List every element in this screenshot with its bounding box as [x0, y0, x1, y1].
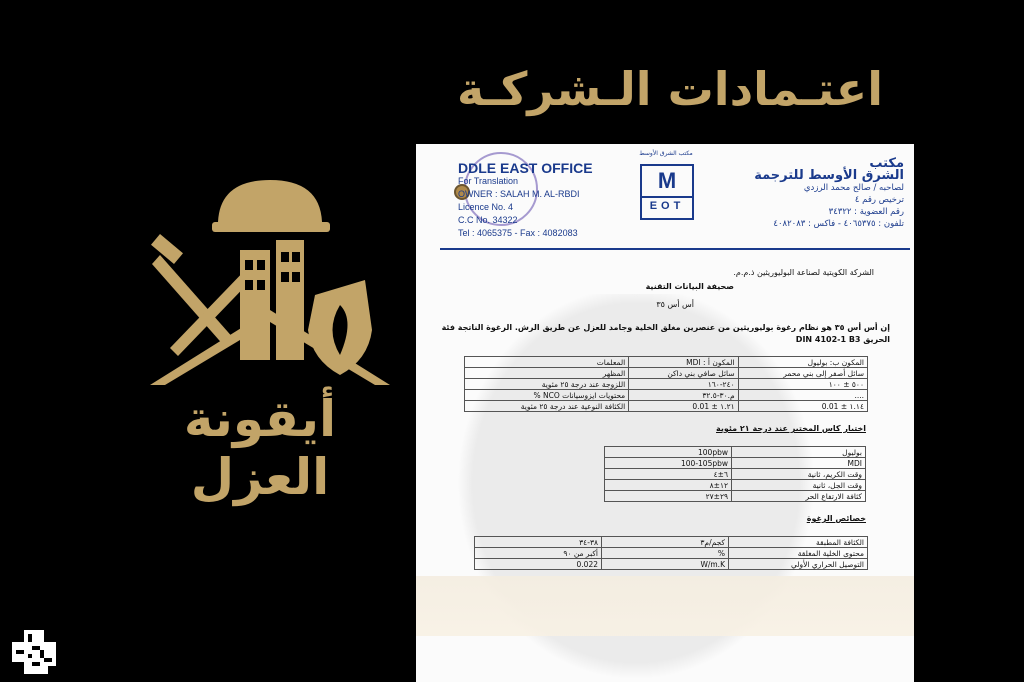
- table-header-cell: المعلمات: [465, 357, 629, 368]
- table-header-cell: المكون ب: بوليول: [738, 357, 867, 368]
- product-name: أس أس ٣٥: [656, 300, 694, 309]
- table-cell: MDI: [732, 458, 866, 469]
- table-header-cell: المكون أ : MDI: [629, 357, 738, 368]
- table-cell: ٢٩±٢٧: [605, 491, 732, 502]
- components-table: [464, 356, 868, 412]
- letterhead-line: لصاحبه / صالح محمد الرزدي: [803, 183, 904, 193]
- table-row: [465, 379, 868, 390]
- table-row: [605, 480, 866, 491]
- table-cell: سائل صافي بني داكن: [629, 368, 738, 379]
- table-cell: ١.١٤ ± 0.01: [738, 401, 867, 412]
- table-row: [605, 458, 866, 469]
- table-row: [465, 390, 868, 401]
- table-cell: ٥٠٠ ± ١٠٠: [738, 379, 867, 390]
- letterhead-arabic: [714, 158, 904, 230]
- letterhead-line: OWNER : SALAH M. AL-RBDI: [458, 189, 580, 199]
- helmet-icon: [218, 180, 322, 222]
- table-cell: أكبر من ٩٠: [475, 548, 602, 559]
- table-cell: المظهر: [465, 368, 629, 379]
- table-cell: وقت الجل، ثانية: [732, 480, 866, 491]
- table-cell: ٦±٤: [605, 469, 732, 480]
- table-cell: الكثافة النوعية عند درجة ٢٥ مئوية: [465, 401, 629, 412]
- qr-code[interactable]: [12, 630, 56, 674]
- table-cell: محتويات ايزوسيانات NCO %: [465, 390, 629, 401]
- office-name-ar-1: مكتب: [869, 156, 904, 171]
- table-row: [475, 548, 868, 559]
- table-row: [605, 447, 866, 458]
- table-row: [465, 368, 868, 379]
- foam-title: خصائص الرغوة: [806, 514, 866, 523]
- letterhead-divider: [440, 248, 910, 250]
- table-cell: محتوى الخلية المغلقة: [729, 548, 868, 559]
- table-cell: ٢٤٠-١٦٠: [629, 379, 738, 390]
- table-row: [465, 401, 868, 412]
- table-cell: وقت الكريم، ثانية: [732, 469, 866, 480]
- table-header-row: [465, 357, 868, 368]
- letterhead: [416, 144, 914, 249]
- table-cell: W/m.K: [602, 559, 729, 570]
- office-name-ar-2: الشرق الأوسط للترجمة: [754, 168, 904, 183]
- product-description: إن أس أس ٣٥ هو نظام رغوة بوليوريثين من عنصرين مغلق الخلية وجامد للعزل عن طريق الرش. الرغوة الناتجة فئة الحريق DIN 4102-1 B3: [441, 323, 890, 344]
- table-cell: م.٣٠-٣٢.٥: [629, 390, 738, 401]
- table-cell: كجم/م٣: [602, 537, 729, 548]
- table-cell: اللزوجة عند درجة ٢٥ مئوية: [465, 379, 629, 390]
- letterhead-line: ترخيص رقم ٤: [854, 195, 904, 205]
- table-cell: بوليول: [732, 447, 866, 458]
- letterhead-line: For Translation: [458, 176, 519, 186]
- letterhead-line: رقم العضوية : ٣٤٣٢٢: [828, 207, 904, 217]
- table-cell: 100pbw: [605, 447, 732, 458]
- cup-test-table: [604, 446, 866, 502]
- table-cell: ١.٢١ ± 0.01: [629, 401, 738, 412]
- table-cell: 0.022: [475, 559, 602, 570]
- table-cell: التوصيل الحراري الأولي: [729, 559, 868, 570]
- table-cell: ....: [738, 390, 867, 401]
- company-name: الشركة الكويتية لصناعة البوليوريثين ذ.م.م.: [733, 268, 874, 277]
- table-cell: ١٢±٨: [605, 480, 732, 491]
- table-cell: %: [602, 548, 729, 559]
- credential-document: [416, 144, 914, 682]
- table-cell: ٣٨-٣٤: [475, 537, 602, 548]
- table-cell: كثافة الارتفاع الحر: [732, 491, 866, 502]
- letterhead-line: تلفون : ٤٠٦٥٣٧٥ - فاكس : ٤٠٨٢٠٨٣: [773, 219, 904, 229]
- office-name-en: DDLE EAST OFFICE: [458, 160, 593, 176]
- table-cell: سائل أصفر إلى بني محمر: [738, 368, 867, 379]
- sheet-title: صحيفة البيانات التقنية: [645, 282, 734, 291]
- letterhead-line: Tel : 4065375 - Fax : 4082083: [458, 228, 578, 238]
- letterhead-line: Licence No. 4: [458, 202, 514, 212]
- table-row: [475, 559, 868, 570]
- letterhead-line: C.C No. 34322: [458, 215, 518, 225]
- eot-logo-top: M: [642, 166, 692, 198]
- brand-name: أيقونة العزل: [183, 390, 337, 506]
- table-cell: الكثافة المطبقة: [729, 537, 868, 548]
- table-row: [475, 537, 868, 548]
- table-cell: 100-105pbw: [605, 458, 732, 469]
- letterhead-english: [458, 162, 618, 240]
- logo-caption: مكتب الشرق الأوسط: [639, 150, 693, 157]
- eot-logo-bottom: EOT: [649, 200, 685, 212]
- table-row: [605, 469, 866, 480]
- cup-test-title: اختبار كاس المختبر عند درجة ٢١ مئوية: [716, 424, 866, 433]
- bottom-band: [416, 576, 914, 636]
- foam-table: [474, 536, 868, 570]
- page-heading: اعتـمادات الـشركـة: [457, 62, 883, 116]
- table-row: [605, 491, 866, 502]
- building-icon: [240, 250, 270, 360]
- eot-logo: [640, 164, 694, 220]
